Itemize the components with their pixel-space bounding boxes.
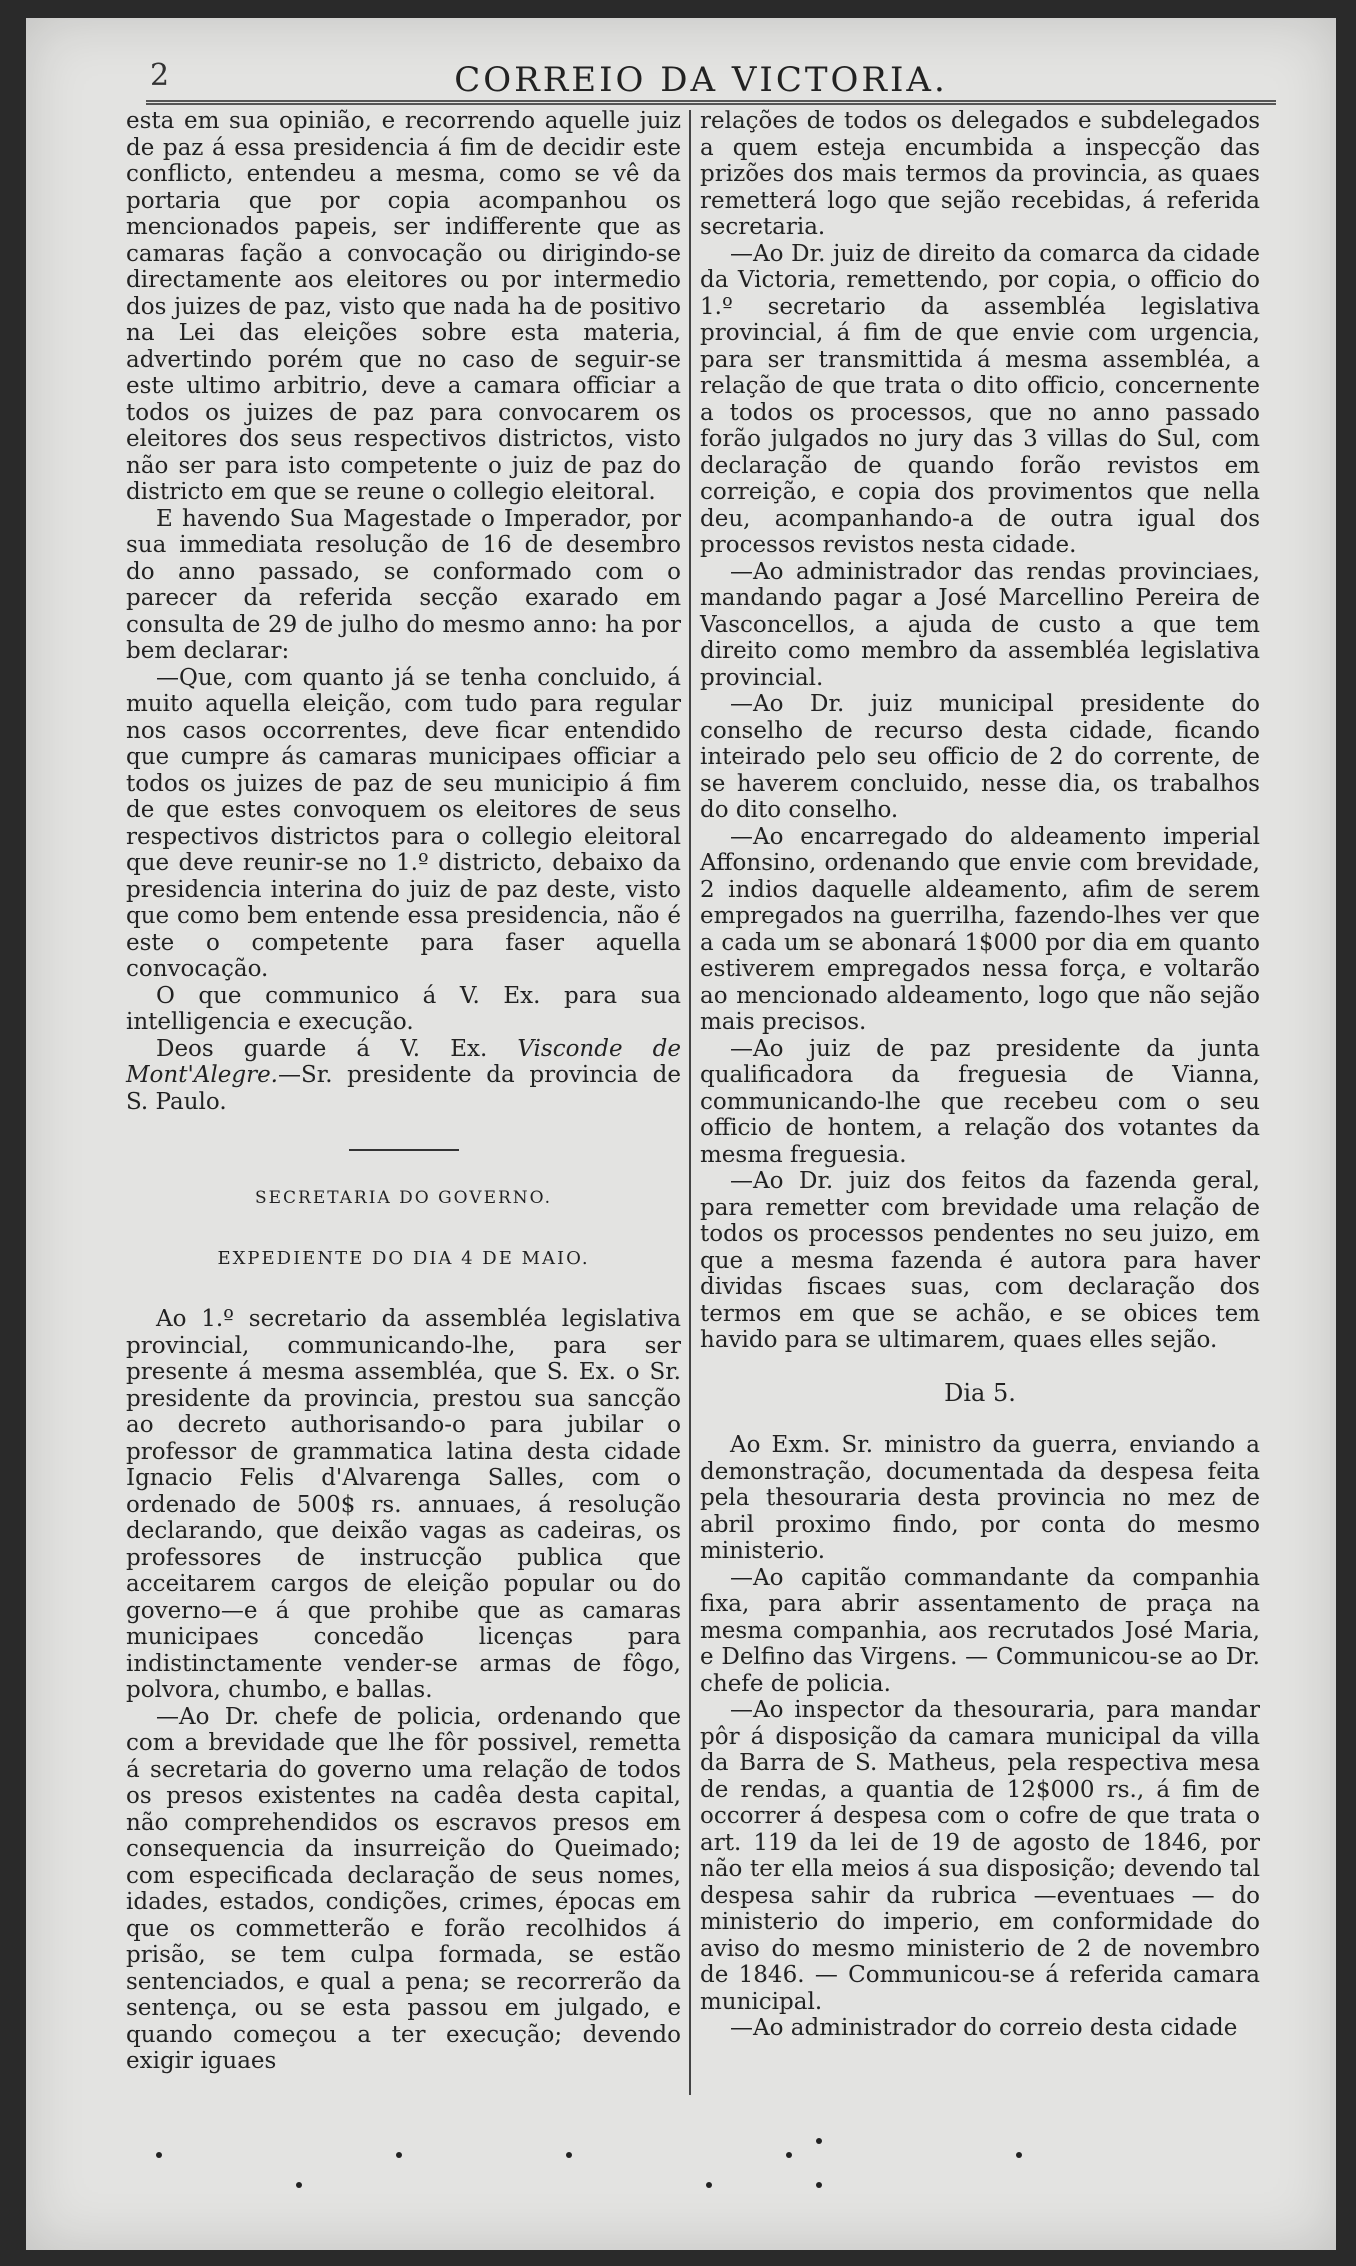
speck — [786, 2152, 792, 2158]
speck — [706, 2182, 712, 2188]
right-paragraph-2: —Ao Dr. juiz de direito da comarca da cidade da Victoria, remettendo, por copia, o officio do 1.º secretario da assembléa legislativa provincial, á fim de que envie com urgencia, para ser transmittida á mesma assembléa, a relação de que trata o dito officio, concernente a todos os processos, que no anno passado forão julgados no jury das 3 villas do Sul, com declaração de quando forão revistos em correição, e copia dos provimentos que nella deu, acompanhando-a de outra igual dos processos revistos nesta cidade. — [700, 240, 1260, 558]
left-column — [126, 108, 681, 2108]
speck — [1016, 2152, 1022, 2158]
speck — [156, 2152, 162, 2158]
addressee: —Sr. presidente da provincia de S. Paulo. — [126, 1062, 681, 1115]
speck — [566, 2152, 572, 2158]
closing-text: Deos guarde á V. Ex. — [156, 1035, 518, 1062]
section-divider — [349, 1149, 459, 1151]
day-heading: Dia 5. — [944, 1378, 1016, 1407]
expediente-heading: EXPEDIENTE DO DIA 4 DE MAIO. — [217, 1247, 590, 1269]
page-number: 2 — [150, 58, 170, 93]
speck — [816, 2182, 822, 2188]
right-paragraph-4: —Ao Dr. juiz municipal presidente do conselho de recurso desta cidade, ficando inteirado pelo seu officio de 2 do corrente, de se haverem concluido, nesse dia, os trabalhos do dito conselho. — [700, 691, 1260, 823]
left-paragraph-5 — [126, 1036, 681, 1116]
column-divider — [689, 110, 691, 2095]
left-paragraph-4: O que communico á V. Ex. para sua intelligencia e execução. — [126, 982, 681, 1035]
left-paragraph-1: esta em sua opinião, e recorrendo aquelle juiz de paz á essa presidencia á fim de decidir este conflicto, entendeu a mesma, como se vê da portaria que por copia acompanhou os mencionados papeis, ser indifferente que as camaras fação a convocação ou dirigindo-se directamente aos eleitores ou por intermedio dos juizes de paz, visto que nada ha de positivo na Lei das eleições sobre esta materia, advertindo porém que no caso de seguir-se este ultimo arbitrio, deve a camara officiar a todos os juizes de paz para convocarem os eleitores dos seus respectivos districtos, visto não ser para isto competente o juiz de paz do districto em que se reune o collegio eleitoral. — [126, 108, 681, 505]
right-paragraph-9: —Ao capitão commandante da companhia fixa, para abrir assentamento de praça na mesma companhia, aos recrutados José Maria, e Delfino das Virgens. — Communicou-se ao Dr. chefe de policia. — [700, 1564, 1260, 1697]
right-column — [700, 108, 1260, 2108]
right-paragraph-11: —Ao administrador do correio desta cidade — [730, 2015, 1238, 2041]
signature: Visconde de Mont'Alegre. — [126, 1035, 681, 1088]
left-paragraph-7: —Ao Dr. chefe de policia, ordenando que com a brevidade que lhe fôr possivel, remetta á secretaria do governo uma relação de todos os presos existentes na cadêa desta capital, não comprehendidos os escravos presos em consequencia da insurreição do Queimado; com especificada declaração de seus nomes, idades, estados, condições, crimes, épocas em que os commetterão e forão recolhidos á prisão, se tem culpa formada, se estão sentenciados, e qual a pena; se recorrerão da sentença, ou se esta passou em julgado, e quando começou a ter execução; devendo exigir iguaes — [126, 1703, 681, 2074]
right-paragraph-8: Ao Exm. Sr. ministro da guerra, enviando a demonstração, documentada da despesa feita pela thesouraria desta provincia no mez de abril proximo findo, por conta do mesmo ministerio. — [700, 1432, 1260, 1564]
right-paragraph-6: —Ao juiz de paz presidente da junta qualificadora da freguesia de Vianna, communicando-lhe que recebeu com o seu officio de hontem, a relação dos votantes da mesma freguesia. — [700, 1035, 1260, 1168]
speck — [396, 2152, 402, 2158]
newspaper-title: CORREIO DA VICTORIA. — [454, 60, 948, 100]
left-paragraph-3: —Que, com quanto já se tenha concluido, á muito aquella eleição, com tudo para regular nos casos occorrentes, deve ficar entendido que cumpre ás camaras municipaes officiar a todos os juizes de paz de seu municipio á fim de que estes convoquem os eleitores de seus respectivos districtos para o collegio eleitoral que deve reunir-se no 1.º districto, debaixo da presidencia interina do juiz de paz deste, visto que como bem entende essa presidencia, não é este o competente para faser aquella convocação. — [126, 664, 681, 982]
right-paragraph-7: —Ao Dr. juiz dos feitos da fazenda geral, para remetter com brevidade uma relação de todos os processos pendentes no seu juizo, em que a mesma fazenda é autora para haver dividas fiscaes suas, com declaração dos termos em que se achão, e se obices tem havido para se ultimarem, quaes elles sejão. — [700, 1168, 1260, 1353]
print-specks — [146, 2138, 1246, 2198]
section-title: SECRETARIA DO GOVERNO. — [254, 1188, 553, 1208]
left-paragraph-2: E havendo Sua Magestade o Imperador, por sua immediata resolução de 16 de desembro do anno passado, se conformado com o parecer da referida secção exarado em consulta de 29 de julho do mesmo anno: ha por bem declarar: — [126, 505, 681, 664]
right-paragraph-5: —Ao encarregado do aldeamento imperial Affonsino, ordenando que envie com brevidade, 2 indios daquelle aldeamento, afim de serem empregados na guerrilha, fazendo-lhes ver que a cada um se abonará 1$000 por dia em quanto estiverem empregados nessa força, e voltarão ao mencionado aldeamento, logo que não sejão mais precisos. — [700, 823, 1260, 1035]
header-rule — [146, 100, 1276, 105]
masthead — [126, 40, 1276, 100]
right-paragraph-3: —Ao administrador das rendas provinciaes, mandando pagar a José Marcellino Pereira de Vasconcellos, a ajuda de custo a que tem direito como membro da assembléa legislativa provincial. — [700, 558, 1260, 691]
speck — [816, 2138, 822, 2144]
left-paragraph-6: Ao 1.º secretario da assembléa legislativa provincial, communicando-lhe, para ser presente á mesma assembléa, que S. Ex. o Sr. presidente da provincia, prestou sua sancção ao decreto authorisando-o para jubilar o professor de grammatica latina desta cidade Ignacio Felis d'Alvarenga Salles, com o ordenado de 500$ rs. annuaes, á resolução declarando, que deixão vagas as cadeiras, os professores de instrucção publica que acceitarem cargos de eleição popular ou do governo—e á que prohibe que as camaras municipaes concedão licenças para indistinctamente vender-se armas de fôgo, polvora, chumbo, e ballas. — [126, 1306, 681, 1703]
speck — [296, 2182, 302, 2188]
right-paragraph-10: —Ao inspector da thesouraria, para mandar pôr á disposição da camara municipal da villa da Barra de S. Matheus, pela respectiva mesa de rendas, a quantia de 12$000 rs., á fim de occorrer á despesa com o cofre de que trata o art. 119 da lei de 19 de agosto de 1846, por não ter ella meios á sua disposição; devendo tal despesa sahir da rubrica —eventuaes — do ministerio do imperio, em conformidade do aviso do mesmo ministerio de 2 de novembro de 1846. — Communicou-se á referida camara municipal. — [700, 1697, 1260, 2015]
right-paragraph-1: relações de todos os delegados e subdelegados a quem esteja encumbida a inspecção das prizões dos mais termos da provincia, as quaes remetterá logo que sejão recebidas, á referida secretaria. — [700, 108, 1260, 240]
newspaper-page — [26, 18, 1336, 2250]
